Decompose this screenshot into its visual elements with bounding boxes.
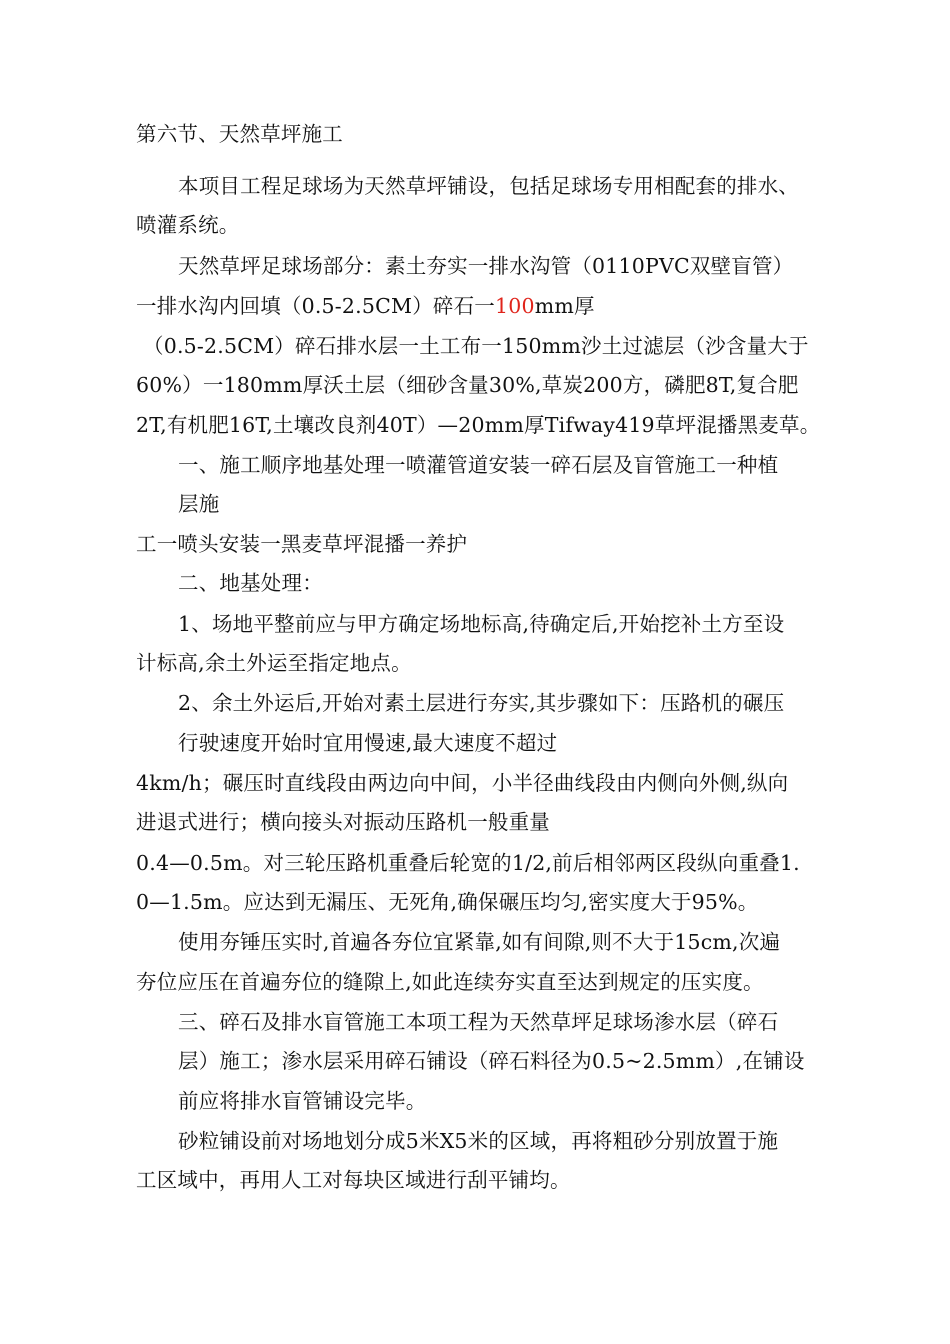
paragraph-line: 0.4—0.5m。对三轮压路机重叠后轮宽的1/2,前后相邻两区段纵向重叠1. [136,851,800,875]
paragraph-line: 一、施工顺序地基处理一喷灌管道安装一碎石层及盲管施工一种植 [178,453,779,477]
paragraph-line: 0—1.5m。应达到无漏压、无死角,确保碾压均匀,密实度大于95%。 [136,890,759,914]
subheading: 二、地基处理： [178,571,323,595]
paragraph-line: 4km/h；碾压时直线段由两边向中间，小半径曲线段由内侧向外侧,纵向 [136,771,789,795]
paragraph-line: 计标高,余土外运至指定地点。 [136,651,412,675]
paragraph-line: 砂粒铺设前对场地划分成5米X5米的区域，再将粗砂分别放置于施 [178,1129,779,1153]
paragraph-line: 喷灌系统。 [136,213,240,237]
paragraph-line: 60%）一180mm厚沃土层（细砂含量30%,草炭200方，磷肥8T,复合肥 [136,373,799,397]
paragraph-line: 1、场地平整前应与甲方确定场地标高,待确定后,开始挖补土方至设 [178,612,785,636]
text-run: 一排水沟内回填（0.5-2.5CM）碎石一 [136,294,496,318]
paragraph-line: 工区域中，再用人工对每块区域进行刮平铺均。 [136,1168,571,1192]
text-run: mm厚 [534,294,595,318]
paragraph-line: 前应将排水盲管铺设完毕。 [178,1089,427,1113]
paragraph-line: 使用夯锤压实时,首遍各夯位宜紧靠,如有间隙,则不大于15cm,次遍 [178,930,781,954]
section-title: 第六节、天然草坪施工 [136,122,343,146]
paragraph-line: 夯位应压在首遍夯位的缝隙上,如此连续夯实直至达到规定的压实度。 [136,970,764,994]
paragraph-line: 工一喷头安装一黑麦草坪混播一养护 [136,532,468,556]
paragraph-line: 2、余土外运后,开始对素土层进行夯实,其步骤如下：压路机的碾压 [178,691,785,715]
paragraph-line: 本项目工程足球场为天然草坪铺设，包括足球场专用相配套的排水、 [178,174,799,198]
paragraph-line [136,293,595,319]
paragraph-line: 层施 [178,492,220,516]
paragraph-line: 三、碎石及排水盲管施工本项工程为天然草坪足球场渗水层（碎石 [178,1010,779,1034]
paragraph-line: 进退式进行；横向接头对振动压路机一般重量 [136,810,550,834]
paragraph-line: 层）施工；渗水层采用碎石铺设（碎石料径为0.5~2.5mm）,在铺设 [178,1049,805,1073]
paragraph-line: 2T,有机肥16T,土壤改良剂40T）—20mm厚Tifway419草坪混播黑麦草。 [136,413,821,437]
paragraph-line: 行驶速度开始时宜用慢速,最大速度不超过 [178,731,558,755]
paragraph-line: （0.5-2.5CM）碎石排水层一土工布一150mm沙土过滤层（沙含量大于 [143,334,809,358]
paragraph-line: 天然草坪足球场部分：素土夯实一排水沟管（0110PVC双壁盲管） [178,254,794,278]
highlighted-number: 100 [495,294,535,318]
